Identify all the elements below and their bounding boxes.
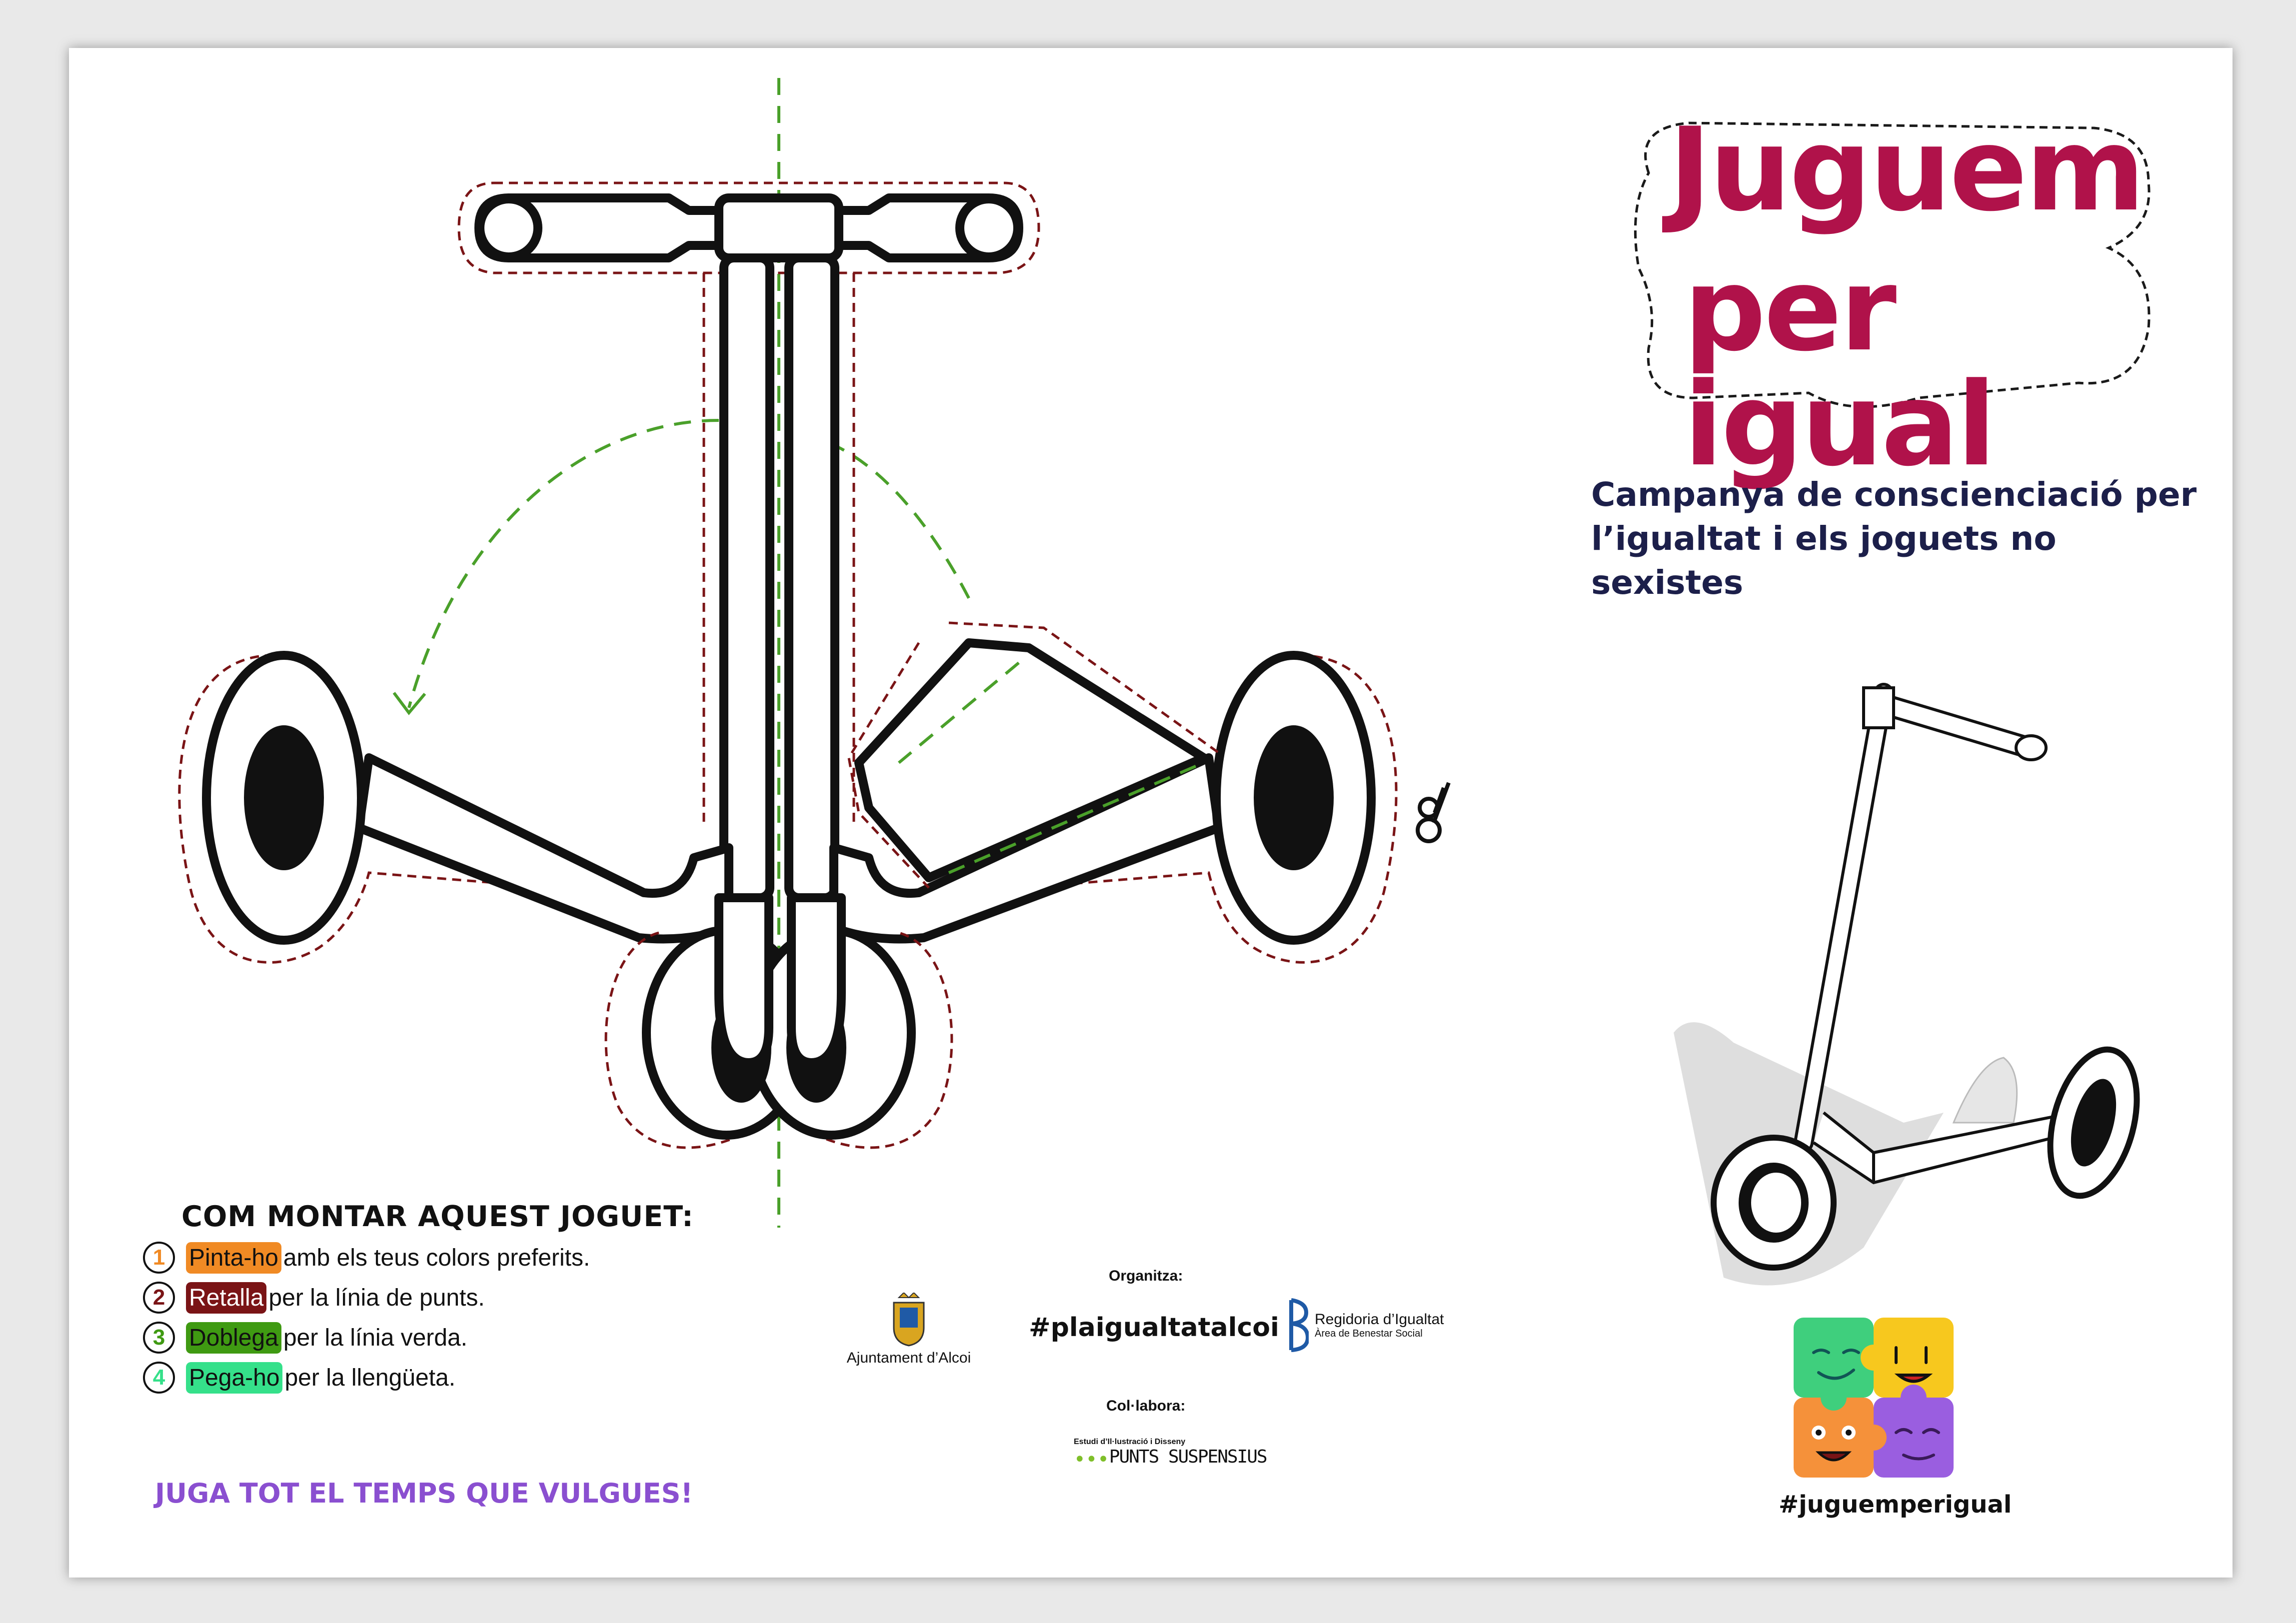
left-wheel-hub — [244, 725, 324, 870]
step-3-text: per la línia verda. — [283, 1324, 468, 1351]
printable-sheet — [69, 48, 2233, 1578]
step-1 — [143, 1238, 590, 1278]
closing-message: JUGA TOT EL TEMPS QUE VULGUES! — [155, 1478, 693, 1509]
instructions-heading: COM MONTAR AQUEST JOGUET: — [181, 1200, 694, 1233]
step-2 — [143, 1278, 590, 1318]
puzzle-faces-logo — [1789, 1313, 1959, 1483]
left-deck-arm — [359, 758, 729, 939]
scissors-icon — [1418, 783, 1449, 841]
fold-arrow-right — [829, 443, 974, 608]
assembled-scooter-illustration — [1644, 673, 2194, 1333]
regidoria-b-icon — [1289, 1298, 1309, 1353]
organitza-label: Organitza: — [1109, 1268, 1183, 1284]
step-3 — [143, 1318, 590, 1358]
campaign-line-1: Campanya de conscienciació per — [1591, 475, 2197, 514]
step-2-text: per la línia de punts. — [268, 1284, 485, 1311]
regidoria-line-1: Regidoria d’Igualtat — [1315, 1311, 1444, 1328]
step-4-text: per la llengüeta. — [284, 1364, 456, 1391]
step-3-tag: Doblega — [186, 1322, 281, 1354]
collabora-label: Col·labora: — [1106, 1398, 1186, 1414]
step-2-number: 2 — [143, 1282, 175, 1314]
step-1-text: amb els teus colors preferits. — [283, 1244, 590, 1271]
campaign-line-2: l’igualtat i els joguets no sexistes — [1591, 519, 2057, 602]
coat-of-arms-icon — [889, 1293, 929, 1348]
stem-right — [789, 258, 835, 898]
ajuntament-name: Ajuntament d’Alcoi — [846, 1350, 971, 1366]
fold-arrow-left — [409, 420, 719, 708]
right-wheel-hub — [1254, 725, 1334, 870]
estudi-name: PUNTS SUSPENSIUS — [1109, 1447, 1267, 1467]
ajuntament-logo — [844, 1293, 974, 1367]
campaign-text — [1591, 473, 2211, 605]
organizer-hashtag: #plaigualtatalcoi — [1029, 1313, 1279, 1343]
step-4 — [143, 1358, 590, 1398]
campaign-hashtag: #juguemperigual — [1779, 1491, 2012, 1519]
step-4-tag: Pega-ho — [186, 1362, 282, 1394]
step-4-number: 4 — [143, 1362, 175, 1394]
step-3-number: 3 — [143, 1322, 175, 1354]
green-dots-icon: ••• — [1074, 1448, 1109, 1471]
punts-suspensius-logo — [1074, 1438, 1267, 1471]
handlebar — [479, 198, 1019, 258]
step-1-number: 1 — [143, 1242, 175, 1274]
step-1-tag: Pinta-ho — [186, 1242, 281, 1274]
estudi-line: Estudi d’Il·lustració i Disseny — [1074, 1438, 1186, 1446]
instruction-steps — [143, 1238, 590, 1398]
title-line-2: per igual — [1684, 243, 1995, 492]
regidoria-logo — [1289, 1298, 1444, 1353]
step-2-tag: Retalla — [186, 1282, 266, 1314]
regidoria-line-2: Àrea de Benestar Social — [1315, 1328, 1423, 1339]
title-line-1: Juguem — [1669, 103, 2144, 237]
stem-left — [724, 258, 770, 898]
